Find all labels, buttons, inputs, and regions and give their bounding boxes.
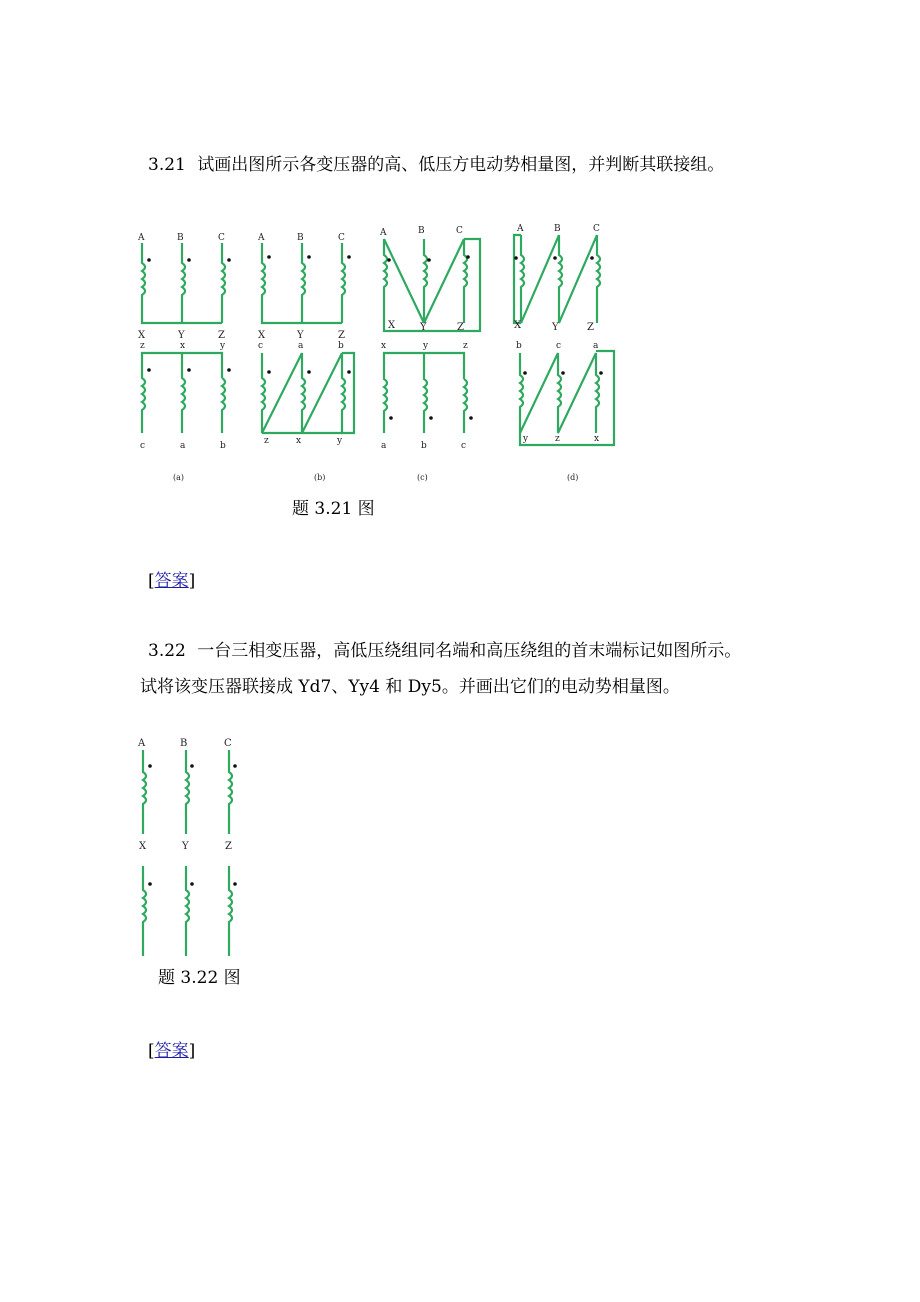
- svg-text:z: z: [264, 436, 269, 446]
- label: C: [218, 233, 225, 243]
- figure-caption-3-22: 题 3.22 图: [158, 968, 241, 988]
- diagram-a-upper: [137, 233, 231, 341]
- question-text-line1: 一台三相变压器，高低压绕组同名端和高压绕组的首末端标记如图所示。: [197, 641, 742, 661]
- question-number: 3.21: [148, 155, 186, 175]
- svg-text:Z: Z: [587, 322, 594, 333]
- svg-text:A: A: [517, 224, 524, 234]
- svg-text:B: B: [180, 738, 188, 749]
- svg-text:a: a: [180, 441, 186, 451]
- svg-text:Y: Y: [178, 330, 185, 341]
- answer-link-3-21-wrapper: [答案]: [148, 571, 196, 591]
- diagram-a-lower: [140, 341, 231, 451]
- subcaption-d: (d): [567, 473, 579, 482]
- svg-text:A: A: [258, 233, 265, 243]
- svg-text:x: x: [296, 436, 302, 446]
- svg-text:X: X: [514, 320, 522, 331]
- figure-caption-3-21: 题 3.21 图: [292, 499, 375, 519]
- svg-text:y: y: [220, 341, 226, 351]
- svg-text:x: x: [180, 341, 186, 351]
- svg-text:C: C: [338, 233, 345, 243]
- subcaption-b: (b): [314, 473, 326, 482]
- label: B: [177, 233, 184, 243]
- svg-text:z: z: [463, 341, 468, 351]
- question-3-21: [148, 154, 920, 176]
- svg-text:C: C: [224, 738, 232, 749]
- svg-text:c: c: [556, 341, 562, 351]
- svg-text:Y: Y: [297, 330, 304, 341]
- svg-text:z: z: [140, 341, 145, 351]
- svg-text:X: X: [258, 330, 266, 341]
- diagram-c-upper: [379, 226, 480, 333]
- svg-text:Z: Z: [338, 330, 345, 341]
- question-number: 3.22: [148, 641, 186, 661]
- svg-text:B: B: [297, 233, 304, 243]
- svg-text:c: c: [140, 441, 146, 451]
- svg-text:b: b: [338, 341, 344, 351]
- svg-text:Y: Y: [420, 322, 427, 333]
- diagram-b-upper: [257, 233, 351, 341]
- answer-link-3-22-wrapper: [答案]: [148, 1041, 196, 1061]
- svg-text:y: y: [523, 434, 529, 444]
- svg-text:A: A: [138, 738, 146, 749]
- diagram-b-lower: [258, 341, 354, 446]
- svg-text:C: C: [593, 224, 600, 234]
- question-text: 试画出图所示各变压器的高、低压方电动势相量图，并判断其联接组。: [197, 155, 725, 175]
- answer-link-3-21[interactable]: 答案: [154, 571, 189, 591]
- svg-text:y: y: [423, 341, 429, 351]
- svg-text:Z: Z: [218, 330, 225, 341]
- svg-text:Y: Y: [182, 841, 189, 852]
- subcaption-a: (a): [173, 473, 185, 482]
- svg-text:Z: Z: [457, 322, 464, 333]
- svg-text:b: b: [421, 441, 427, 451]
- diagram-d-lower: [516, 341, 614, 445]
- transformer-diagram-3-22: [130, 730, 270, 960]
- svg-text:a: a: [298, 341, 304, 351]
- svg-text:B: B: [418, 226, 425, 236]
- svg-text:X: X: [139, 841, 147, 852]
- svg-text:b: b: [516, 341, 522, 351]
- svg-text:a: a: [381, 441, 387, 451]
- svg-text:Y: Y: [552, 322, 559, 333]
- svg-text:B: B: [554, 224, 561, 234]
- svg-text:x: x: [381, 341, 387, 351]
- subcaption-c: (c): [417, 473, 428, 482]
- transformer-diagram-3-21: [130, 215, 630, 490]
- svg-text:c: c: [461, 441, 467, 451]
- svg-text:b: b: [220, 441, 226, 451]
- question-3-22-line2: 试将该变压器联接成 Yd7、Yy4 和 Dy5。并画出它们的电动势相量图。: [140, 677, 680, 697]
- svg-text:X: X: [388, 320, 396, 331]
- svg-text:a: a: [593, 341, 599, 351]
- question-3-22: [148, 640, 920, 662]
- svg-text:X: X: [138, 330, 146, 341]
- svg-text:A: A: [380, 228, 387, 238]
- svg-text:x: x: [594, 434, 600, 444]
- svg-text:C: C: [456, 226, 463, 236]
- svg-text:y: y: [337, 436, 343, 446]
- svg-text:c: c: [258, 341, 264, 351]
- diagram-d-upper: [514, 224, 600, 333]
- diagram-c-lower: [381, 341, 473, 451]
- answer-link-3-22[interactable]: 答案: [154, 1041, 189, 1061]
- svg-text:z: z: [555, 434, 560, 444]
- svg-text:Z: Z: [225, 841, 232, 852]
- label: A: [138, 233, 145, 243]
